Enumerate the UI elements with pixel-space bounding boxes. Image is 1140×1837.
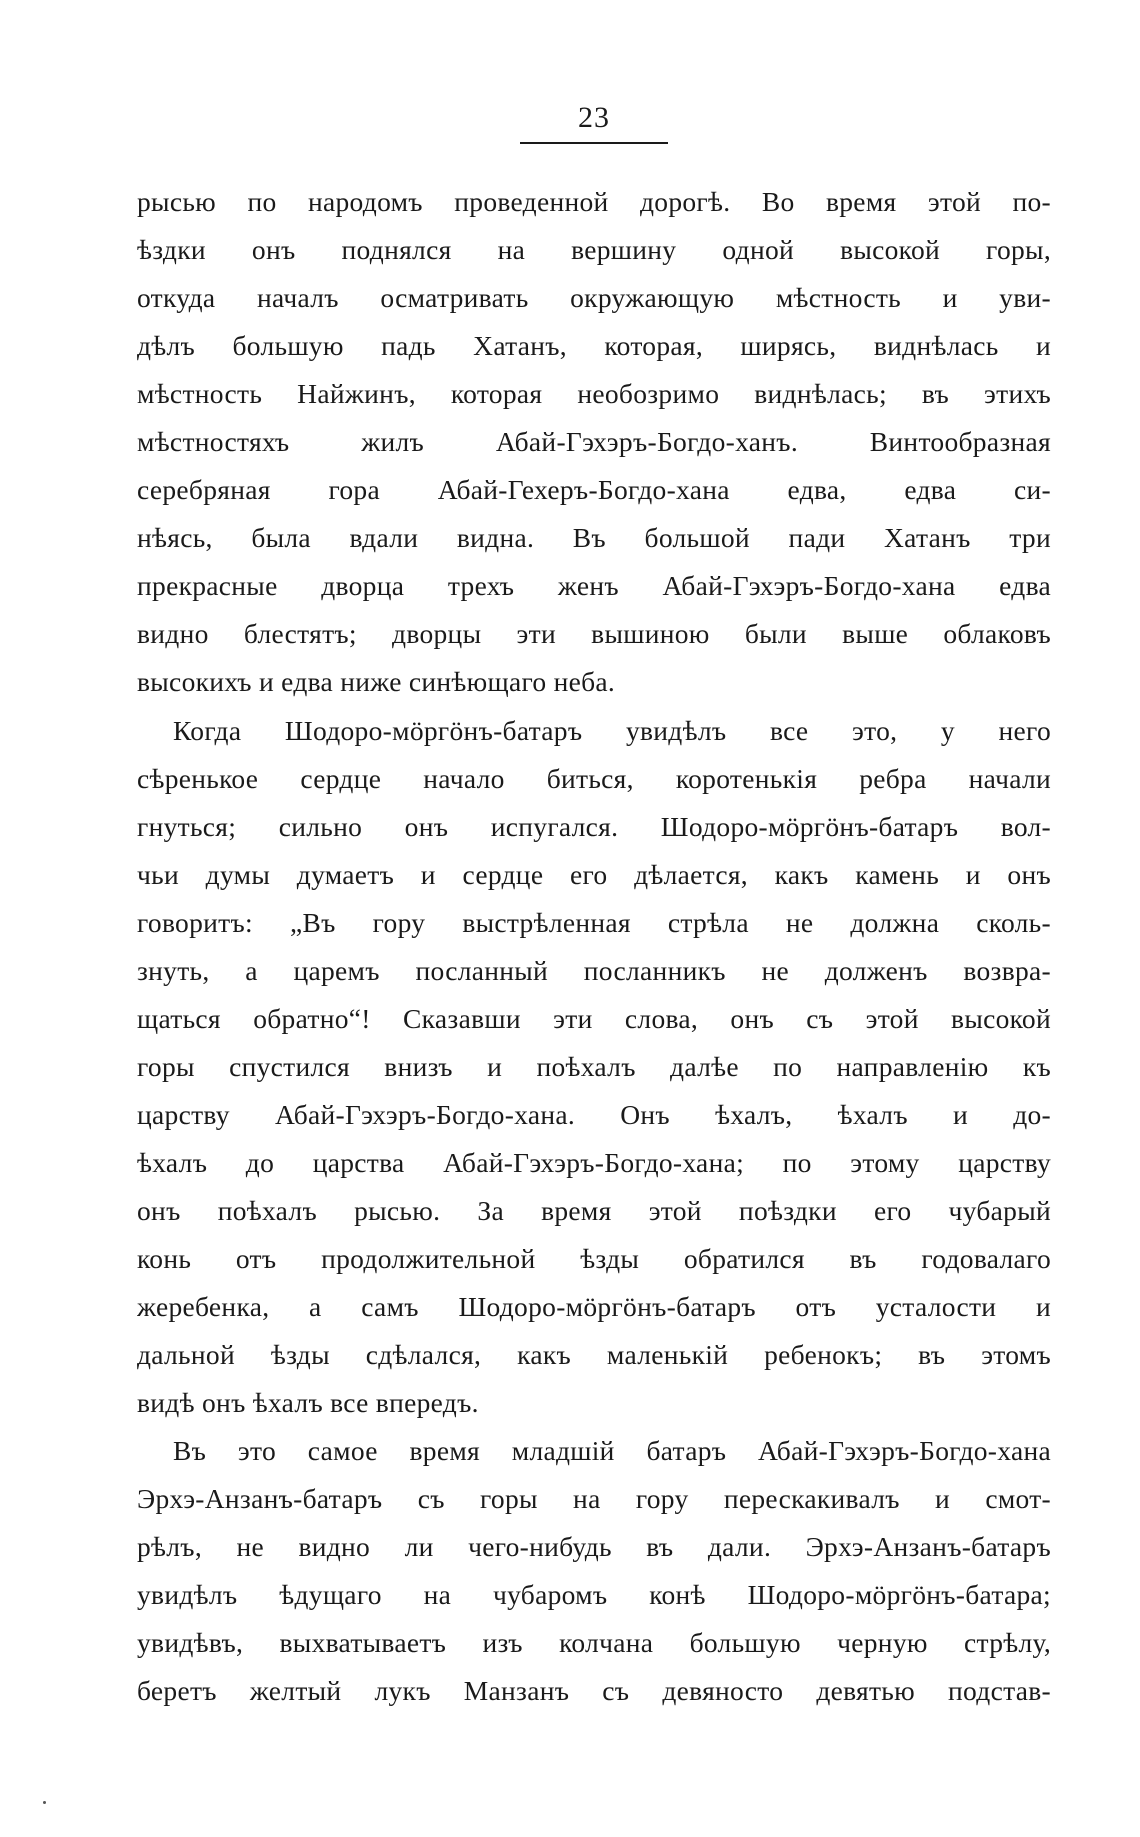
text-line: рѣлъ, не видно ли чего-нибудь въ дали. Эрхэ-Анзанъ-батаръ xyxy=(137,1531,1051,1563)
text-line: гнуться; сильно онъ испугался. Шодоро-мӧргӧнъ-батаръ вол- xyxy=(137,810,1051,842)
body-text xyxy=(137,178,1051,1716)
text-line: мѣстностяхъ жилъ Абай-Гэхэръ-Богдо-ханъ. Винтообразная xyxy=(137,426,1051,458)
text-line: видѣ онъ ѣхалъ все впередъ. xyxy=(137,1387,479,1419)
text-line: Въ это самое время младшій батаръ Абай-Гэхэръ-Богдо-хана xyxy=(173,1435,1051,1467)
text-line: знуть, а царемъ посланный посланникъ не долженъ возвра- xyxy=(137,954,1051,986)
text-line: онъ поѣхалъ рысью. За время этой поѣздки его чубарый xyxy=(137,1194,1051,1226)
text-line: чьи думы думаетъ и сердце его дѣлается, какъ камень и онъ xyxy=(137,858,1051,890)
text-line: увидѣлъ ѣдущаго на чубаромъ конѣ Шодоро-мӧргӧнъ-батара; xyxy=(137,1579,1051,1611)
text-line: ѣхалъ до царства Абай-Гэхэръ-Богдо-хана; по этому царству xyxy=(137,1146,1051,1178)
text-line: Когда Шодоро-мӧргӧнъ-батаръ увидѣлъ все это, у него xyxy=(173,714,1051,746)
text-line: щаться обратно“! Сказавши эти слова, онъ съ этой высокой xyxy=(137,1002,1051,1034)
text-line: жеребенка, а самъ Шодоро-мӧргӧнъ-батаръ отъ усталости и xyxy=(137,1291,1051,1323)
text-line: царству Абай-Гэхэръ-Богдо-хана. Онъ ѣхалъ, ѣхалъ и до- xyxy=(137,1098,1051,1130)
text-line: дѣлъ большую падь Хатанъ, которая, ширясь, виднѣлась и xyxy=(137,330,1051,362)
scan-speck xyxy=(43,1801,46,1804)
text-line: серебряная гора Абай-Гехеръ-Богдо-хана едва, едва си- xyxy=(137,474,1051,506)
text-line: высокихъ и едва ниже синѣющаго неба. xyxy=(137,666,616,698)
text-line: мѣстность Найжинъ, которая необозримо виднѣлась; въ этихъ xyxy=(137,378,1051,410)
text-line: Эрхэ-Анзанъ-батаръ съ горы на гору перескакивалъ и смот- xyxy=(137,1483,1051,1515)
text-line: горы спустился внизъ и поѣхалъ далѣе по направленію къ xyxy=(137,1050,1051,1082)
text-line: откуда началъ осматривать окружающую мѣстность и уви- xyxy=(137,282,1051,314)
page-number: 23 xyxy=(578,101,610,134)
text-line: конь отъ продолжительной ѣзды обратился въ годовалаго xyxy=(137,1243,1051,1275)
text-line: ѣздки онъ поднялся на вершину одной высокой горы, xyxy=(137,234,1051,266)
text-line: прекрасные дворца трехъ женъ Абай-Гэхэръ-Богдо-хана едва xyxy=(137,570,1051,602)
text-line: говоритъ: „Въ гору выстрѣленная стрѣла не должна сколь- xyxy=(137,906,1051,938)
text-line: сѣренькое сердце начало биться, коротенькія ребра начали xyxy=(137,762,1051,794)
text-line: рысью по народомъ проведенной дорогѣ. Во время этой по- xyxy=(137,186,1051,217)
text-line: видно блестятъ; дворцы эти вышиною были выше облаковъ xyxy=(137,618,1051,650)
text-line: нѣясь, была вдали видна. Въ большой пади Хатанъ три xyxy=(137,522,1051,554)
page-number-rule xyxy=(520,142,668,144)
text-line: беретъ желтый лукъ Манзанъ съ девяносто девятью подстав- xyxy=(137,1675,1051,1707)
text-line: дальной ѣзды сдѣлался, какъ маленькій ребенокъ; въ этомъ xyxy=(137,1339,1051,1371)
text-line: увидѣвъ, выхватываетъ изъ колчана большую черную стрѣлу, xyxy=(137,1627,1051,1659)
